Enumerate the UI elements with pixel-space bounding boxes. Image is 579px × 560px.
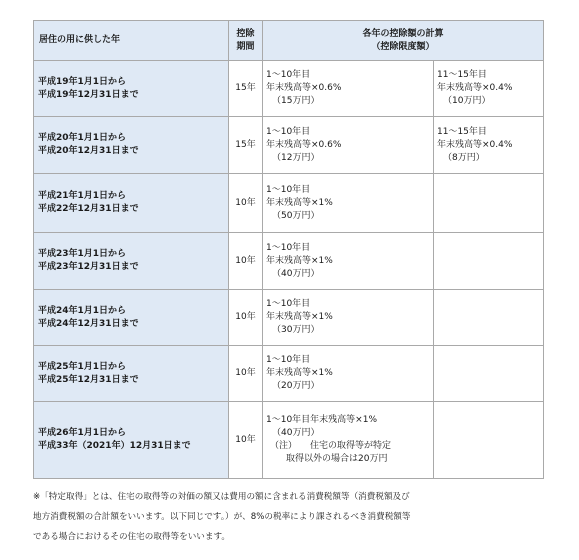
period-start: 平成20年1月1日から [38, 133, 127, 143]
period-start: 平成19年1月1日から [38, 76, 127, 87]
calc-formula: 年末残高等×0.6% [266, 83, 342, 93]
deduction-years: 10年 [229, 290, 263, 346]
calc-limit: （40万円） [272, 428, 320, 438]
footnote-line: 地方消費税額の合計額をいいます。以下同じです。）が、8%の税率により課されるべき消費税額等 [33, 512, 411, 522]
period-start: 平成23年1月1日から [38, 249, 127, 259]
calc-formula: 年末残高等×1% [266, 312, 333, 322]
calc-first-period [263, 233, 434, 290]
calc-label: 1～10年目 [266, 242, 311, 253]
period-cell [34, 174, 229, 233]
calc-formula: 年末残高等×1% [266, 197, 333, 208]
note-label: （注） [270, 441, 298, 451]
calc-first-period [263, 290, 434, 346]
calc-label: 1～10年目 [266, 70, 311, 80]
calc-first-period [263, 117, 434, 174]
table-row [34, 402, 544, 479]
calc-limit: （15万円） [272, 96, 320, 106]
calc-limit: （50万円） [272, 210, 320, 221]
calc-limit: （20万円） [272, 381, 320, 391]
calc-first-period [263, 174, 434, 233]
calc-note [266, 440, 433, 453]
note-line: 住宅の取得等が特定 [310, 441, 392, 451]
period-cell [34, 233, 229, 290]
calc-first-period [263, 346, 434, 402]
header-residence-year: 居住の用に供した年 [34, 21, 229, 61]
deduction-years: 15年 [229, 117, 263, 174]
calc-limit: （10万円） [443, 96, 491, 106]
calc-limit: （40万円） [272, 268, 320, 279]
header-calc-line2: （控除限度額） [371, 41, 435, 52]
calc-label: 11～15年目 [437, 70, 487, 80]
period-start: 平成24年1月1日から [38, 305, 127, 316]
period-end: 平成20年12月31日まで [38, 146, 139, 156]
period-start: 平成21年1月1日から [38, 191, 127, 201]
period-end: 平成24年12月31日まで [38, 318, 139, 329]
table-row [34, 346, 544, 402]
deduction-years: 15年 [229, 61, 263, 117]
header-calc-line1: 各年の控除額の計算 [362, 28, 444, 39]
deduction-years: 10年 [229, 346, 263, 402]
footnote [33, 487, 545, 547]
calc-formula: 年末残高等×0.4% [437, 139, 513, 150]
calc-label: 1～10年目 [266, 355, 311, 365]
deduction-years: 10年 [229, 174, 263, 233]
header-deduction-period [229, 21, 263, 61]
calc-formula: 年末残高等×0.4% [437, 83, 513, 93]
period-start: 平成26年1月1日から [38, 428, 127, 438]
calc-label: 1～10年目 [266, 299, 311, 309]
header-calculation [263, 21, 544, 61]
period-start: 平成25年1月1日から [38, 361, 127, 372]
period-cell [34, 346, 229, 402]
calc-label-formula: 1～10年目年末残高等×1% [266, 415, 377, 425]
footnote-line: である場合におけるその住宅の取得等をいいます。 [33, 532, 230, 542]
calc-label: 1～10年目 [266, 126, 311, 137]
note-line: 取得以外の場合は20万円 [286, 454, 388, 464]
deduction-years: 10年 [229, 233, 263, 290]
deduction-years: 10年 [229, 402, 263, 479]
calc-limit: （12万円） [272, 152, 320, 163]
empty-cell [434, 233, 544, 290]
calc-first-period [263, 61, 434, 117]
period-end: 平成22年12月31日まで [38, 204, 139, 214]
table-row [34, 290, 544, 346]
calc-limit: （8万円） [443, 152, 485, 163]
period-end: 平成25年12月31日まで [38, 374, 139, 385]
header-period-line1: 控除 [236, 28, 255, 39]
calc-label: 11～15年目 [437, 126, 487, 137]
table-row [34, 174, 544, 233]
period-end: 平成23年12月31日まで [38, 262, 139, 272]
empty-cell [434, 290, 544, 346]
empty-cell [434, 174, 544, 233]
period-cell [34, 61, 229, 117]
mortgage-deduction-table [33, 20, 544, 479]
calc-formula: 年末残高等×1% [266, 255, 333, 266]
header-row [34, 21, 544, 61]
calc-label: 1～10年目 [266, 184, 311, 195]
period-cell [34, 402, 229, 479]
calc-limit: （30万円） [272, 325, 320, 335]
period-cell [34, 117, 229, 174]
table-row [34, 61, 544, 117]
calc-first-period [263, 402, 434, 479]
calc-second-period [434, 61, 544, 117]
period-end: 平成19年12月31日まで [38, 89, 139, 100]
header-period-line2: 期間 [236, 41, 255, 52]
empty-cell [434, 346, 544, 402]
table-row [34, 233, 544, 290]
empty-cell [434, 402, 544, 479]
period-end: 平成33年（2021年）12月31日まで [38, 441, 191, 451]
table-row [34, 117, 544, 174]
period-cell [34, 290, 229, 346]
footnote-line: ※「特定取得」とは、住宅の取得等の対価の額又は費用の額に含まれる消費税額等（消費税額及び [33, 492, 410, 502]
calc-formula: 年末残高等×1% [266, 368, 333, 378]
calc-second-period [434, 117, 544, 174]
calc-formula: 年末残高等×0.6% [266, 139, 342, 150]
